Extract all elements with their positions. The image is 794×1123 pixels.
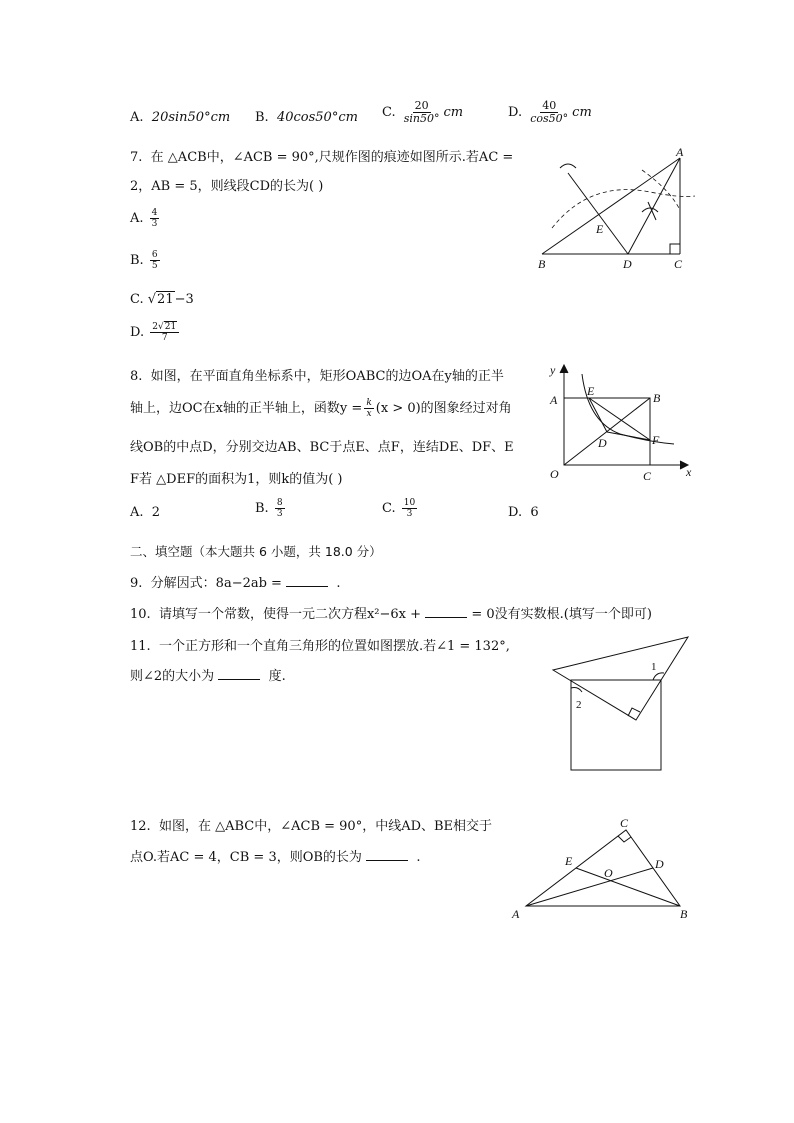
q12-median-be bbox=[576, 868, 680, 906]
q7-segment-da bbox=[628, 158, 680, 254]
q7-label-b: B bbox=[538, 257, 546, 271]
q8-figure bbox=[540, 360, 700, 485]
q12-label-c: C bbox=[620, 816, 629, 830]
q8-line1: 8. 如图，在平面直角坐标系中，矩形OABC的边OA在y轴的正半 bbox=[130, 369, 504, 384]
q8-label-e: E bbox=[587, 384, 595, 398]
question-9: 9. 分解因式：8a−2ab = . bbox=[130, 576, 341, 591]
q11-angle-1-arc bbox=[653, 673, 664, 680]
q11-answer-blank[interactable] bbox=[218, 667, 260, 680]
q12-label-b: B bbox=[680, 907, 688, 921]
q8-label-b: B bbox=[653, 391, 661, 405]
q8-option-b: B. $\frac{8}{3}$ bbox=[255, 498, 283, 519]
q7-label-c: C bbox=[674, 257, 683, 271]
q8-option-d: D. 6 bbox=[508, 505, 539, 520]
q11-right-triangle bbox=[553, 637, 688, 720]
q11-figure bbox=[548, 632, 698, 777]
question-10: 10. 请填写一个常数，使得一元二次方程x²−6x + = 0没有实数根.(填写一个即可) bbox=[130, 607, 652, 622]
q12-line2: 点O.若AC = 4，CB = 3，则OB的长为 . bbox=[130, 850, 421, 865]
q11-label-angle-1: 1 bbox=[651, 661, 657, 673]
q12-label-o: O bbox=[604, 866, 613, 880]
q11-line2: 则∠2的大小为 度. bbox=[130, 669, 286, 684]
q7-label-a: A bbox=[676, 145, 684, 159]
q8-label-f: F bbox=[652, 433, 660, 447]
q12-answer-blank[interactable] bbox=[366, 848, 408, 861]
q11-label-angle-2: 2 bbox=[576, 699, 582, 711]
q7-dashed-arc bbox=[552, 190, 695, 228]
q7-line2: 2，AB = 5，则线段CD的长为( ) bbox=[130, 179, 324, 194]
q8-line2: 轴上，边OC在x轴的正半轴上，函数y = $\frac{k}{x}$ (x > 0)的图象经过对角 bbox=[130, 398, 512, 419]
q7-right-angle-mark bbox=[670, 244, 680, 254]
q11-line1: 11. 一个正方形和一个直角三角形的位置如图摆放.若∠1 = 132°, bbox=[130, 639, 510, 654]
q8-label-d: D bbox=[598, 436, 607, 450]
q8-label-x: x bbox=[686, 465, 692, 479]
q12-label-e: E bbox=[565, 854, 573, 868]
q11-square bbox=[571, 680, 661, 770]
q10-answer-blank[interactable] bbox=[425, 605, 467, 618]
q7-dashed-arc-2 bbox=[642, 170, 680, 210]
q7-segment-ab bbox=[542, 158, 680, 254]
q12-label-d: D bbox=[655, 857, 664, 871]
q7-label-e: E bbox=[596, 222, 604, 236]
q6-option-d: D. $\frac{40}{\cos 50^\circ}$ cm bbox=[508, 99, 592, 125]
q7-line1: 7. 在 △ACB中，∠ACB = 90°,尺规作图的痕迹如图所示.若AC = bbox=[130, 150, 514, 165]
q8-line3: 线OB的中点D，分别交边AB、BC于点E、点F，连结DE、DF、E bbox=[130, 440, 514, 455]
q8-option-a: A. 2 bbox=[130, 505, 161, 520]
q8-hyperbola bbox=[582, 374, 674, 444]
q6-option-a: A. 20sin50°cm bbox=[130, 110, 231, 125]
q12-median-ad bbox=[526, 868, 653, 906]
q8-label-a: A bbox=[550, 393, 558, 407]
q12-line1: 12. 如图，在 △ABC中，∠ACB = 90°，中线AD、BE相交于 bbox=[130, 819, 493, 834]
q7-arc-mark-2 bbox=[642, 208, 658, 212]
q8-line4: F若 △DEF的面积为1，则k的值为( ) bbox=[130, 472, 343, 487]
q12-right-angle-mark bbox=[618, 836, 631, 842]
q7-arc-mark-1 bbox=[560, 164, 576, 168]
q9-answer-blank[interactable] bbox=[286, 574, 328, 587]
q8-option-c: C. $\frac{10}{3}$ bbox=[382, 498, 416, 519]
q7-option-b: B. $\frac{6}{5}$ bbox=[130, 250, 158, 271]
q8-y-arrow bbox=[560, 365, 568, 373]
q12-figure bbox=[508, 812, 698, 927]
section-2-title: 二、填空题（本大题共 6 小题，共 18.0 分） bbox=[130, 544, 382, 559]
q8-label-c: C bbox=[643, 469, 652, 483]
q6-option-c: C. $\frac{20}{\sin 50^\circ}$ cm bbox=[382, 99, 464, 125]
q11-right-angle-mark bbox=[628, 708, 640, 716]
q7-label-d: D bbox=[623, 257, 632, 271]
q7-figure bbox=[530, 140, 710, 280]
q7-option-d: D. $\frac{2√21}{7}$ bbox=[130, 322, 181, 343]
q8-label-y: y bbox=[550, 363, 556, 377]
q7-option-a: A. $\frac{4}{3}$ bbox=[130, 208, 158, 229]
q7-construction-line bbox=[568, 173, 628, 254]
q7-option-c: C. √21−3 bbox=[130, 292, 194, 307]
q6-option-b: B. 40cos50°cm bbox=[255, 110, 358, 125]
q11-angle-2-arc bbox=[571, 688, 582, 693]
q12-label-a: A bbox=[512, 907, 520, 921]
q8-segment-de bbox=[589, 398, 607, 432]
q8-label-o: O bbox=[550, 467, 559, 481]
